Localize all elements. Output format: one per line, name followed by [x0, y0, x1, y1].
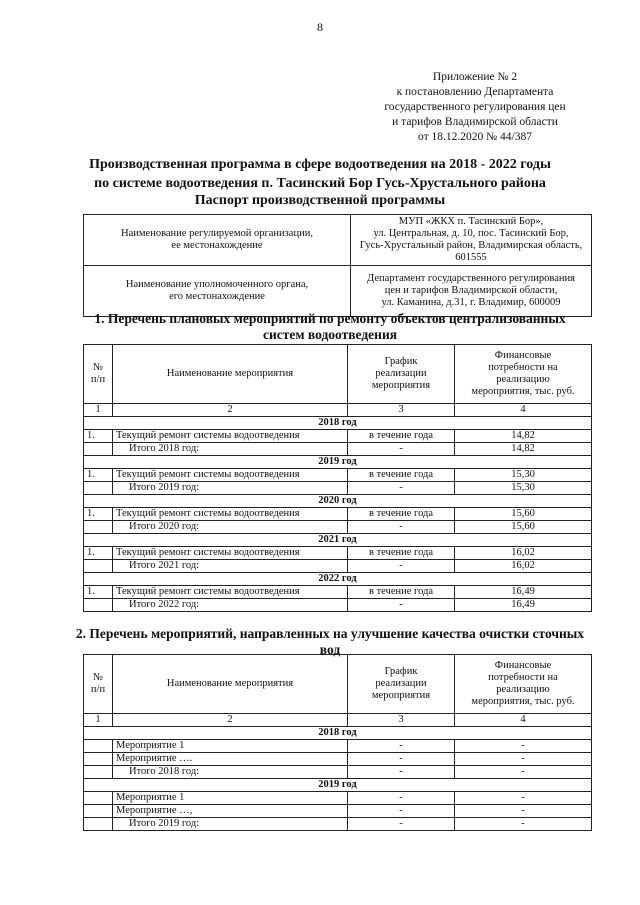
passport-heading: Паспорт производственной программы — [194, 193, 446, 208]
passport-label — [84, 266, 351, 317]
text-line: График — [384, 666, 418, 677]
text-line: 1. Перечень плановых мероприятий по ремонту объектов централизованных — [94, 311, 566, 326]
year-row — [84, 495, 592, 508]
total-amount: - — [455, 766, 592, 779]
text-line: реализацию — [496, 684, 550, 695]
total-row — [84, 560, 592, 573]
text-line: потребности на — [488, 362, 558, 373]
item-schedule: - — [348, 805, 455, 818]
header-schedule — [348, 345, 455, 404]
document-title — [60, 155, 580, 193]
section1-title — [60, 311, 600, 343]
column-number: 3 — [348, 714, 455, 727]
header-num — [84, 345, 113, 404]
row-number: 1. — [84, 469, 113, 482]
year-row — [84, 534, 592, 547]
column-number: 2 — [113, 404, 348, 417]
item-schedule: - — [348, 753, 455, 766]
year-label: 2021 год — [84, 534, 592, 547]
column-number: 2 — [113, 714, 348, 727]
title-line: Производственная программа в сфере водоотведения на 2018 - 2022 годы — [89, 157, 551, 172]
text-line: ее местонахождение — [171, 240, 263, 251]
total-schedule: - — [348, 560, 455, 573]
item-schedule: - — [348, 792, 455, 805]
header-name: Наименование мероприятия — [113, 655, 348, 714]
text-line: п/п — [90, 684, 106, 695]
row-number: 1. — [84, 508, 113, 521]
text-line: мероприятия — [371, 380, 431, 391]
total-amount: 16,49 — [455, 599, 592, 612]
total-schedule: - — [348, 482, 455, 495]
table-row — [84, 469, 592, 482]
table-row — [84, 430, 592, 443]
repair-plan-table — [83, 344, 592, 612]
total-label: Итого 2021 год: — [113, 560, 348, 573]
total-row — [84, 599, 592, 612]
table-row — [84, 586, 592, 599]
total-row — [84, 818, 592, 831]
total-label: Итого 2022 год: — [113, 599, 348, 612]
table-row — [84, 547, 592, 560]
appendix-line: к постановлению Департамента — [396, 86, 554, 98]
row-number: 1. — [84, 547, 113, 560]
text-line: ул. Каманина, д.31, г. Владимир, 600009 — [381, 297, 561, 308]
row-number: 1. — [84, 586, 113, 599]
total-schedule: - — [348, 599, 455, 612]
text-line: п/п — [90, 374, 106, 385]
text-line: Гусь-Хрустальный район, Владимирская область, — [359, 240, 583, 251]
quality-measures-table — [83, 654, 592, 831]
item-amount: - — [455, 792, 592, 805]
table-row — [84, 792, 592, 805]
table-row — [84, 266, 592, 317]
text-line: Финансовые — [494, 660, 552, 671]
year-label: 2020 год — [84, 495, 592, 508]
item-name: Текущий ремонт системы водоотведения — [113, 586, 348, 599]
total-row — [84, 521, 592, 534]
table-row — [84, 805, 592, 818]
table-row — [84, 753, 592, 766]
text-line: цен и тарифов Владимирской области, — [384, 285, 558, 296]
item-amount: 14,82 — [455, 430, 592, 443]
total-label: Итого 2019 год: — [113, 482, 348, 495]
item-name: Мероприятие 1 — [113, 740, 348, 753]
passport-table — [83, 214, 592, 317]
item-schedule: в течение года — [348, 547, 455, 560]
text-line: 2. Перечень мероприятий, направленных на улучшение качества очистки сточных — [75, 626, 585, 641]
total-amount: 14,82 — [455, 443, 592, 456]
item-amount: 16,49 — [455, 586, 592, 599]
total-schedule: - — [348, 443, 455, 456]
table-row — [84, 740, 592, 753]
row-number: 1. — [84, 430, 113, 443]
total-label: Итого 2019 год: — [113, 818, 348, 831]
item-schedule: в течение года — [348, 469, 455, 482]
text-line: систем водоотведения — [262, 327, 398, 342]
total-row — [84, 443, 592, 456]
text-line: ул. Центральная, д. 10, пос. Тасинский Бор, — [373, 228, 569, 239]
text-line: Финансовые — [494, 350, 552, 361]
total-label: Итого 2020 год: — [113, 521, 348, 534]
header-name: Наименование мероприятия — [113, 345, 348, 404]
page-number: 8 — [317, 20, 323, 34]
appendix-line: Приложение № 2 — [432, 71, 518, 83]
item-amount: 15,60 — [455, 508, 592, 521]
item-name: Текущий ремонт системы водоотведения — [113, 508, 348, 521]
passport-value — [351, 266, 592, 317]
text-line: его местонахождение — [169, 291, 265, 302]
table-header-row — [84, 655, 592, 714]
total-schedule: - — [348, 521, 455, 534]
title-line: по системе водоотведения п. Тасинский Бор Гусь-Хрустального района — [94, 176, 546, 191]
item-schedule: в течение года — [348, 430, 455, 443]
text-line: № — [92, 362, 104, 373]
item-schedule: в течение года — [348, 508, 455, 521]
column-number-row — [84, 714, 592, 727]
table-row — [84, 508, 592, 521]
item-amount: - — [455, 805, 592, 818]
text-line: МУП «ЖКХ п. Тасинский Бор», — [398, 216, 544, 227]
year-label: 2022 год — [84, 573, 592, 586]
header-schedule — [348, 655, 455, 714]
year-row — [84, 456, 592, 469]
item-schedule: - — [348, 740, 455, 753]
header-finance — [455, 655, 592, 714]
column-number: 1 — [84, 714, 113, 727]
text-line: вод — [319, 642, 341, 657]
header-num — [84, 655, 113, 714]
total-row — [84, 482, 592, 495]
item-name: Мероприятие …, — [113, 805, 348, 818]
table-header-row — [84, 345, 592, 404]
total-amount: 15,30 — [455, 482, 592, 495]
total-label: Итого 2018 год: — [113, 766, 348, 779]
total-label: Итого 2018 год: — [113, 443, 348, 456]
text-line: График — [384, 356, 418, 367]
year-label: 2018 год — [84, 727, 592, 740]
text-line: реализацию — [496, 374, 550, 385]
column-number: 3 — [348, 404, 455, 417]
column-number: 1 — [84, 404, 113, 417]
text-line: Департамент государственного регулирования — [367, 273, 575, 284]
header-finance — [455, 345, 592, 404]
item-amount: - — [455, 753, 592, 766]
column-number: 4 — [455, 714, 592, 727]
text-line: 601555 — [455, 252, 487, 263]
item-amount: 16,02 — [455, 547, 592, 560]
text-line: мероприятия — [371, 690, 431, 701]
text-line: Наименование уполномоченного органа, — [125, 279, 309, 290]
item-name: Мероприятие …. — [113, 753, 348, 766]
text-line: мероприятия, тыс. руб. — [471, 696, 575, 707]
year-label: 2019 год — [84, 779, 592, 792]
total-schedule: - — [348, 818, 455, 831]
year-row — [84, 727, 592, 740]
column-number: 4 — [455, 404, 592, 417]
item-name: Текущий ремонт системы водоотведения — [113, 469, 348, 482]
appendix-line: государственного регулирования цен — [384, 101, 566, 113]
item-name: Текущий ремонт системы водоотведения — [113, 547, 348, 560]
item-amount: 15,30 — [455, 469, 592, 482]
year-row — [84, 779, 592, 792]
appendix-line: от 18.12.2020 № 44/387 — [418, 131, 532, 143]
appendix-line: и тарифов Владимирской области — [392, 116, 558, 128]
total-amount: - — [455, 818, 592, 831]
year-label: 2019 год — [84, 456, 592, 469]
text-line: реализации — [375, 368, 427, 379]
text-line: Наименование регулируемой организации, — [121, 228, 313, 239]
passport-value — [351, 215, 592, 266]
text-line: потребности на — [488, 672, 558, 683]
total-row — [84, 766, 592, 779]
text-line: № — [92, 672, 104, 683]
text-line: мероприятия, тыс. руб. — [471, 386, 575, 397]
text-line: реализации — [375, 678, 427, 689]
year-row — [84, 417, 592, 430]
table-row — [84, 215, 592, 266]
item-schedule: в течение года — [348, 586, 455, 599]
item-name: Текущий ремонт системы водоотведения — [113, 430, 348, 443]
item-amount: - — [455, 740, 592, 753]
total-amount: 16,02 — [455, 560, 592, 573]
year-row — [84, 573, 592, 586]
appendix-block — [360, 70, 590, 145]
passport-label — [84, 215, 351, 266]
total-schedule: - — [348, 766, 455, 779]
item-name: Мероприятие 1 — [113, 792, 348, 805]
total-amount: 15,60 — [455, 521, 592, 534]
column-number-row — [84, 404, 592, 417]
year-label: 2018 год — [84, 417, 592, 430]
